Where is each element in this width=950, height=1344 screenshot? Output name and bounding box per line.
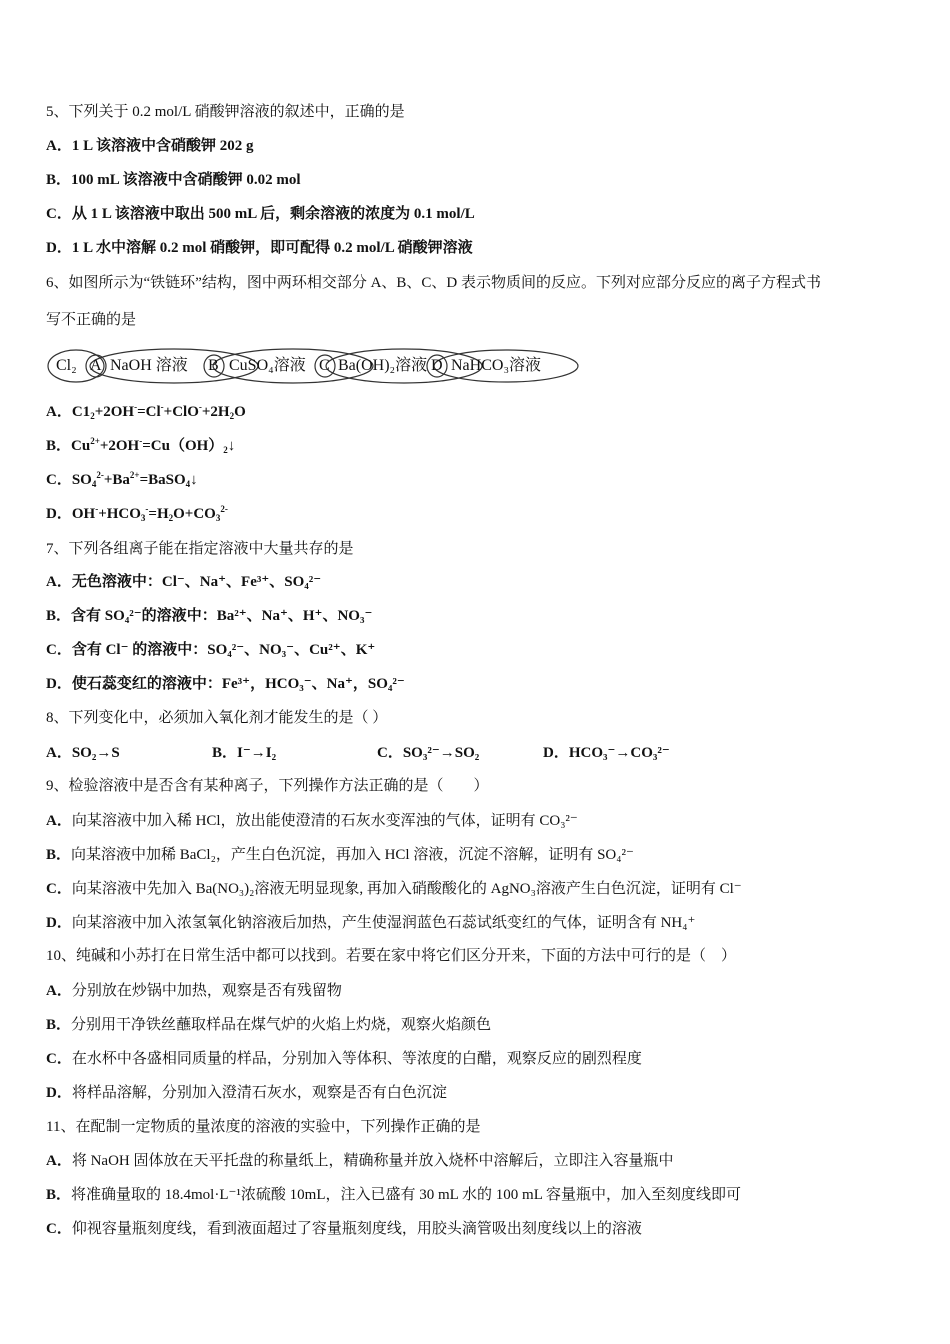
- q7-option-a: [46, 572, 321, 592]
- q10-option-b: [46, 1015, 491, 1035]
- junction-a: A: [90, 357, 102, 374]
- option-label: C．: [46, 1051, 72, 1067]
- option-text: 将 NaOH 固体放在天平托盘的称量纸上，精确称量并放入烧杯中溶解后，立即注入容量瓶中: [71, 1153, 674, 1169]
- eq-part: =H: [148, 506, 169, 522]
- q5-option-d: D．1 L 水中溶解 0.2 mol 硝酸钾，即可配得 0.2 mol/L 硝酸钾溶液: [46, 240, 473, 256]
- option-condition: 含有 Cl⁻ 的溶液中：: [71, 642, 208, 658]
- q11-option-a: [46, 1151, 674, 1171]
- q8-option-b: B．I⁻→I₂: [212, 745, 277, 761]
- eq-part: O: [234, 404, 246, 420]
- q9-option-d: [46, 913, 695, 933]
- q7-option-d: [46, 674, 405, 694]
- option-condition: 使石蕊变红的溶液中：: [71, 676, 222, 692]
- eq-part: +2H: [201, 404, 230, 420]
- option-label: B．: [46, 1187, 72, 1203]
- option-label: C．: [46, 1221, 72, 1237]
- ring-baoh2: Ba(OH)₂溶液: [338, 357, 428, 374]
- option-label: A．: [46, 404, 72, 420]
- option-label: B．: [46, 608, 72, 624]
- q6-stem-line2: 写不正确的是: [46, 312, 137, 328]
- option-condition: 无色溶液中：: [71, 574, 162, 590]
- option-label: D．: [46, 915, 72, 931]
- junction-c: C: [319, 357, 330, 374]
- eq-sup: 2+: [90, 436, 100, 446]
- junction-b: B: [208, 357, 219, 374]
- eq-part: +Ba: [103, 472, 130, 488]
- q6-option-a: [46, 402, 246, 422]
- q11-option-b: [46, 1185, 741, 1205]
- q10-option-a: [46, 981, 342, 1001]
- option-ions: Cl⁻、Na⁺、Fe³⁺、SO₄²⁻: [161, 574, 322, 590]
- option-text: 向某溶液中加入稀 HCl，放出能使澄清的石灰水变浑浊的气体，证明有 CO₃²⁻: [71, 813, 578, 829]
- q11-option-c: [46, 1219, 642, 1239]
- option-label: A．: [46, 1153, 72, 1169]
- option-label: A．: [46, 813, 72, 829]
- eq-sub: 2: [168, 513, 174, 523]
- eq-sup: -: [198, 402, 202, 412]
- q5-option-a: A．1 L 该溶液中含硝酸钾 202 g: [46, 138, 254, 154]
- option-label: C．: [46, 881, 72, 897]
- option-label: B．: [46, 438, 72, 454]
- option-label: D．: [46, 1085, 72, 1101]
- q9-stem: 9、检验溶液中是否含有某种离子，下列操作方法正确的是（ ）: [46, 778, 489, 794]
- eq-part: +2OH: [99, 438, 140, 454]
- q9-option-b: [46, 845, 634, 865]
- option-ions: SO₄²⁻、NO₃⁻、Cu²⁺、K⁺: [207, 642, 376, 658]
- ring-naoh: NaOH 溶液: [110, 357, 188, 374]
- option-text: 向某溶液中先加入 Ba(NO₃)₂溶液无明显现象, 再加入硝酸酸化的 AgNO₃溶液产生白色沉淀，证明有 Cl⁻: [71, 881, 742, 897]
- eq-part: +HCO: [98, 506, 141, 522]
- eq-sub: 4: [185, 479, 191, 489]
- q5-stem: 5、下列关于 0.2 mol/L 硝酸钾溶液的叙述中，正确的是: [46, 104, 405, 120]
- q5-option-b: B．100 mL 该溶液中含硝酸钾 0.02 mol: [46, 172, 301, 188]
- eq-sub: 2: [229, 411, 235, 421]
- option-text: 将样品溶解，分别加入澄清石灰水，观察是否有白色沉淀: [71, 1085, 447, 1101]
- eq-sub: 2: [223, 445, 228, 455]
- eq-part: =Cl: [137, 404, 161, 420]
- eq-part: C1: [71, 404, 91, 420]
- q8-option-d: D．HCO₃⁻→CO₃²⁻: [543, 745, 670, 761]
- eq-sup: 2-: [96, 470, 104, 480]
- q8-stem: 8、下列变化中，必须加入氧化剂才能发生的是（ ）: [46, 710, 388, 726]
- option-text: 向某溶液中加稀 BaCl₂，产生白色沉淀，再加入 HCl 溶液，沉淀不溶解，证明有 SO₄²⁻: [71, 847, 634, 863]
- option-ions: Fe³⁺，HCO₃⁻、Na⁺，SO₄²⁻: [221, 676, 405, 692]
- ring-cuso4: CuSO₄溶液: [229, 357, 306, 374]
- option-label: D．: [46, 676, 72, 692]
- iron-chain-diagram: [46, 346, 582, 386]
- eq-part: ↓: [190, 472, 198, 488]
- option-ions: Ba²⁺、Na⁺、H⁺、NO₃⁻: [216, 608, 373, 624]
- q6-option-d: [46, 504, 228, 524]
- eq-sub: 2: [90, 411, 95, 421]
- eq-part: SO: [71, 472, 92, 488]
- eq-part: ↓: [227, 438, 236, 454]
- q7-option-b: [46, 606, 372, 626]
- q7-stem: 7、下列各组离子能在指定溶液中大量共存的是: [46, 541, 354, 557]
- eq-sup: -: [139, 436, 143, 446]
- eq-part: =BaSO: [139, 472, 186, 488]
- eq-sup: -: [95, 504, 99, 514]
- q9-option-c: [46, 879, 742, 899]
- option-label: C．: [46, 472, 72, 488]
- eq-part: OH: [71, 506, 96, 522]
- eq-sub: 3: [140, 513, 146, 523]
- junction-d: D: [431, 357, 443, 374]
- option-text: 分别用干净铁丝蘸取样品在煤气炉的火焰上灼烧，观察火焰颜色: [71, 1017, 492, 1033]
- eq-sup: -: [134, 402, 138, 412]
- option-label: B．: [46, 1017, 72, 1033]
- eq-part: +2OH: [94, 404, 135, 420]
- ring-nahco3: NaHCO₃溶液: [451, 357, 542, 374]
- q6-stem-line1: 6、如图所示为“铁链环”结构，图中两环相交部分 A、B、C、D 表示物质间的反应。下列对应部分反应的离子方程式书: [46, 275, 821, 291]
- q10-option-c: [46, 1049, 642, 1069]
- eq-sub: 3: [215, 513, 221, 523]
- option-text: 仰视容量瓶刻度线，看到液面超过了容量瓶刻度线，用胶头滴管吸出刻度线以上的溶液: [71, 1221, 642, 1237]
- eq-sup: -: [145, 504, 149, 514]
- q8-option-c: C．SO₃²⁻→SO₂: [377, 745, 480, 761]
- q5-option-c: C．从 1 L 该溶液中取出 500 mL 后，剩余溶液的浓度为 0.1 mol/L: [46, 206, 475, 222]
- q10-option-d: [46, 1083, 447, 1103]
- eq-sup: 2-: [220, 504, 228, 514]
- q8-option-a: A．SO₂→S: [46, 745, 120, 761]
- option-text: 将准确量取的 18.4mol·L⁻¹浓硫酸 10mL，注入已盛有 30 mL 水的 100 mL 容量瓶中，加入至刻度线即可: [71, 1187, 742, 1203]
- option-text: 在水杯中各盛相同质量的样品，分别加入等体积、等浓度的白醋，观察反应的剧烈程度: [71, 1051, 642, 1067]
- option-condition: 含有 SO₄²⁻的溶液中：: [71, 608, 217, 624]
- ring-cl2: Cl₂: [56, 357, 77, 374]
- q11-stem: 11、在配制一定物质的量浓度的溶液的实验中，下列操作正确的是: [46, 1119, 481, 1135]
- q7-option-c: [46, 640, 375, 660]
- eq-part: O+CO: [173, 506, 216, 522]
- option-text: 向某溶液中加入浓氢氧化钠溶液后加热，产生使湿润蓝色石蕊试纸变红的气体，证明含有 NH₄⁺: [71, 915, 696, 931]
- eq-part: =Cu（OH）: [142, 438, 224, 454]
- eq-part: Cu: [71, 438, 91, 454]
- eq-sup: 2+: [129, 470, 140, 480]
- option-text: 分别放在炒锅中加热，观察是否有残留物: [71, 983, 342, 999]
- eq-sub: 4: [91, 479, 97, 489]
- q10-stem: 10、纯碱和小苏打在日常生活中都可以找到。若要在家中将它们区分开来，下面的方法中可行的是（ ）: [46, 948, 737, 964]
- q6-option-b: [46, 436, 235, 456]
- option-label: C．: [46, 642, 72, 658]
- q9-option-a: [46, 811, 578, 831]
- option-label: A．: [46, 983, 72, 999]
- q6-option-c: [46, 470, 198, 490]
- option-label: D．: [46, 506, 72, 522]
- option-label: B．: [46, 847, 72, 863]
- eq-part: +ClO: [163, 404, 199, 420]
- option-label: A．: [46, 574, 72, 590]
- eq-sup: -: [160, 402, 164, 412]
